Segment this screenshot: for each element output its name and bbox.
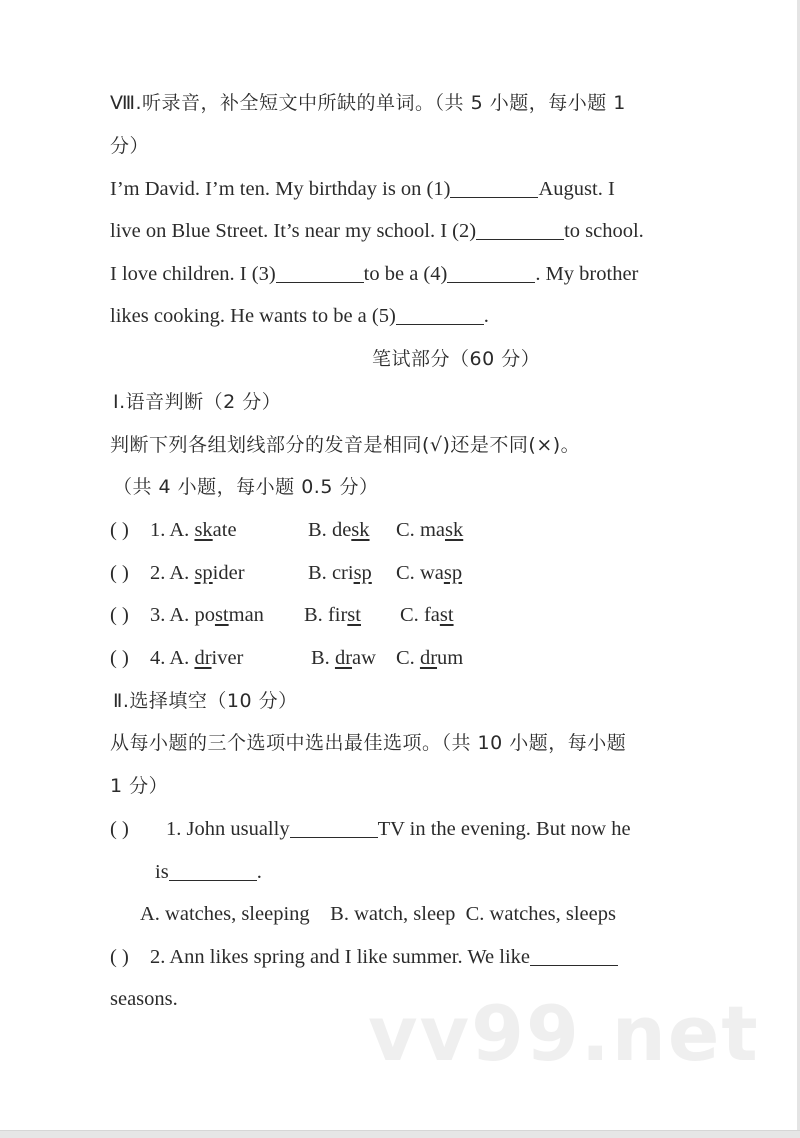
watermark: vv99.net — [368, 989, 760, 1078]
question-number: 3. A. — [150, 604, 195, 626]
passage-line-3 — [110, 261, 638, 287]
blank-1[interactable] — [450, 179, 538, 198]
question-number: 4. A. — [150, 647, 195, 669]
question-text: is — [155, 861, 169, 883]
choice-question-1-cont — [155, 859, 262, 885]
blank-q1-b[interactable] — [169, 862, 257, 881]
answer-paren[interactable]: ( ) — [110, 519, 129, 541]
question-number: 1. A. — [150, 519, 195, 541]
choice-question-1-options: A. watches, sleeping B. watch, sleep C. watches, sleeps — [140, 903, 616, 925]
section-2-heading: Ⅱ.选择填空（10 分） — [113, 690, 298, 712]
option-c-underlined: sp — [443, 562, 463, 584]
choice-question-1 — [110, 816, 710, 842]
section-1-instruction-line2: （共 4 小题，每小题 0.5 分） — [113, 476, 379, 498]
question-number: 2. A. — [150, 562, 195, 584]
option-c-text: fa — [423, 604, 440, 626]
option-a-text: man — [228, 604, 264, 626]
phonics-question-4 — [110, 645, 710, 671]
listening-heading-line1: Ⅷ.听录音，补全短文中所缺的单词。（共 5 小题，每小题 1 — [110, 92, 626, 114]
option-c-underlined: sk — [444, 519, 464, 541]
phonics-question-3 — [110, 602, 710, 628]
choice-question-2 — [110, 944, 710, 970]
blank-4[interactable] — [447, 264, 535, 283]
passage-line-4 — [110, 303, 489, 329]
option-b-underlined: sp — [353, 562, 372, 584]
option-b-text: aw — [352, 647, 376, 669]
passage-text: to be a (4) — [363, 263, 448, 285]
question-text: 2. Ann likes spring and I like summer. We like — [150, 946, 531, 968]
option-b-label: B. — [304, 604, 328, 626]
option-a-underlined: st — [214, 604, 229, 626]
section-1-instruction-line1: 判断下列各组划线部分的发音是相同(√)还是不同(×)。 — [110, 434, 581, 456]
passage-line-2 — [110, 218, 644, 244]
question-text: 1. John usually — [166, 818, 290, 840]
passage-text: I’m David. I’m ten. My birthday is on (1) — [110, 178, 451, 200]
blank-2[interactable] — [476, 221, 564, 240]
option-b-underlined: st — [347, 604, 361, 626]
option-c-label: C. — [400, 604, 424, 626]
passage-text: August. I — [538, 178, 615, 200]
blank-3[interactable] — [276, 264, 364, 283]
passage-line-1 — [110, 176, 615, 202]
passage-text: . My brother — [535, 263, 639, 285]
option-c-text: ma — [419, 519, 445, 541]
option-b-text: de — [331, 519, 352, 541]
option-b-label: B. — [308, 562, 332, 584]
option-c-underlined: st — [439, 604, 454, 626]
passage-text: to school. — [564, 220, 644, 242]
blank-5[interactable] — [396, 306, 484, 325]
option-a-underlined: dr — [194, 647, 212, 669]
phonics-question-1 — [110, 517, 710, 543]
choice-question-2-cont: seasons. — [110, 988, 178, 1010]
option-b-label: B. — [308, 519, 332, 541]
answer-paren[interactable]: ( ) — [110, 818, 129, 840]
option-b-underlined: dr — [334, 647, 353, 669]
section-1-heading: Ⅰ.语音判断（2 分） — [113, 391, 282, 413]
section-2-instruction-line2: 1 分） — [110, 775, 169, 797]
option-b-underlined: sk — [351, 519, 370, 541]
option-a-text: po — [194, 604, 215, 626]
listening-heading-line2: 分） — [110, 135, 150, 157]
passage-text: . — [483, 305, 489, 327]
phonics-question-2 — [110, 560, 710, 586]
option-c-text: um — [437, 647, 464, 669]
question-text: TV in the evening. But now he — [377, 818, 631, 840]
option-c-label: C. — [396, 519, 420, 541]
passage-text: live on Blue Street. It’s near my school. I (2) — [110, 220, 477, 242]
option-b-text: cri — [331, 562, 354, 584]
section-2-instruction-line1: 从每小题的三个选项中选出最佳选项。（共 10 小题，每小题 — [110, 732, 627, 754]
option-c-text: wa — [419, 562, 444, 584]
written-part-title: 笔试部分（60 分） — [372, 348, 541, 370]
passage-text: I love children. I (3) — [110, 263, 276, 285]
passage-text: likes cooking. He wants to be a (5) — [110, 305, 396, 327]
option-a-underlined: sp — [194, 562, 213, 584]
answer-paren[interactable]: ( ) — [110, 562, 129, 584]
option-a-text: iver — [211, 647, 244, 669]
blank-q1-a[interactable] — [290, 819, 378, 838]
answer-paren[interactable]: ( ) — [110, 604, 129, 626]
option-a-underlined: sk — [194, 519, 213, 541]
answer-paren[interactable]: ( ) — [110, 647, 129, 669]
option-c-label: C. — [396, 562, 420, 584]
option-a-text: ider — [212, 562, 245, 584]
option-b-label: B. — [311, 647, 335, 669]
option-c-label: C. — [396, 647, 420, 669]
option-a-text: ate — [212, 519, 237, 541]
question-text: . — [256, 861, 262, 883]
option-c-underlined: dr — [419, 647, 438, 669]
answer-paren[interactable]: ( ) — [110, 946, 129, 968]
blank-q2[interactable] — [530, 947, 618, 966]
option-b-text: fir — [327, 604, 348, 626]
